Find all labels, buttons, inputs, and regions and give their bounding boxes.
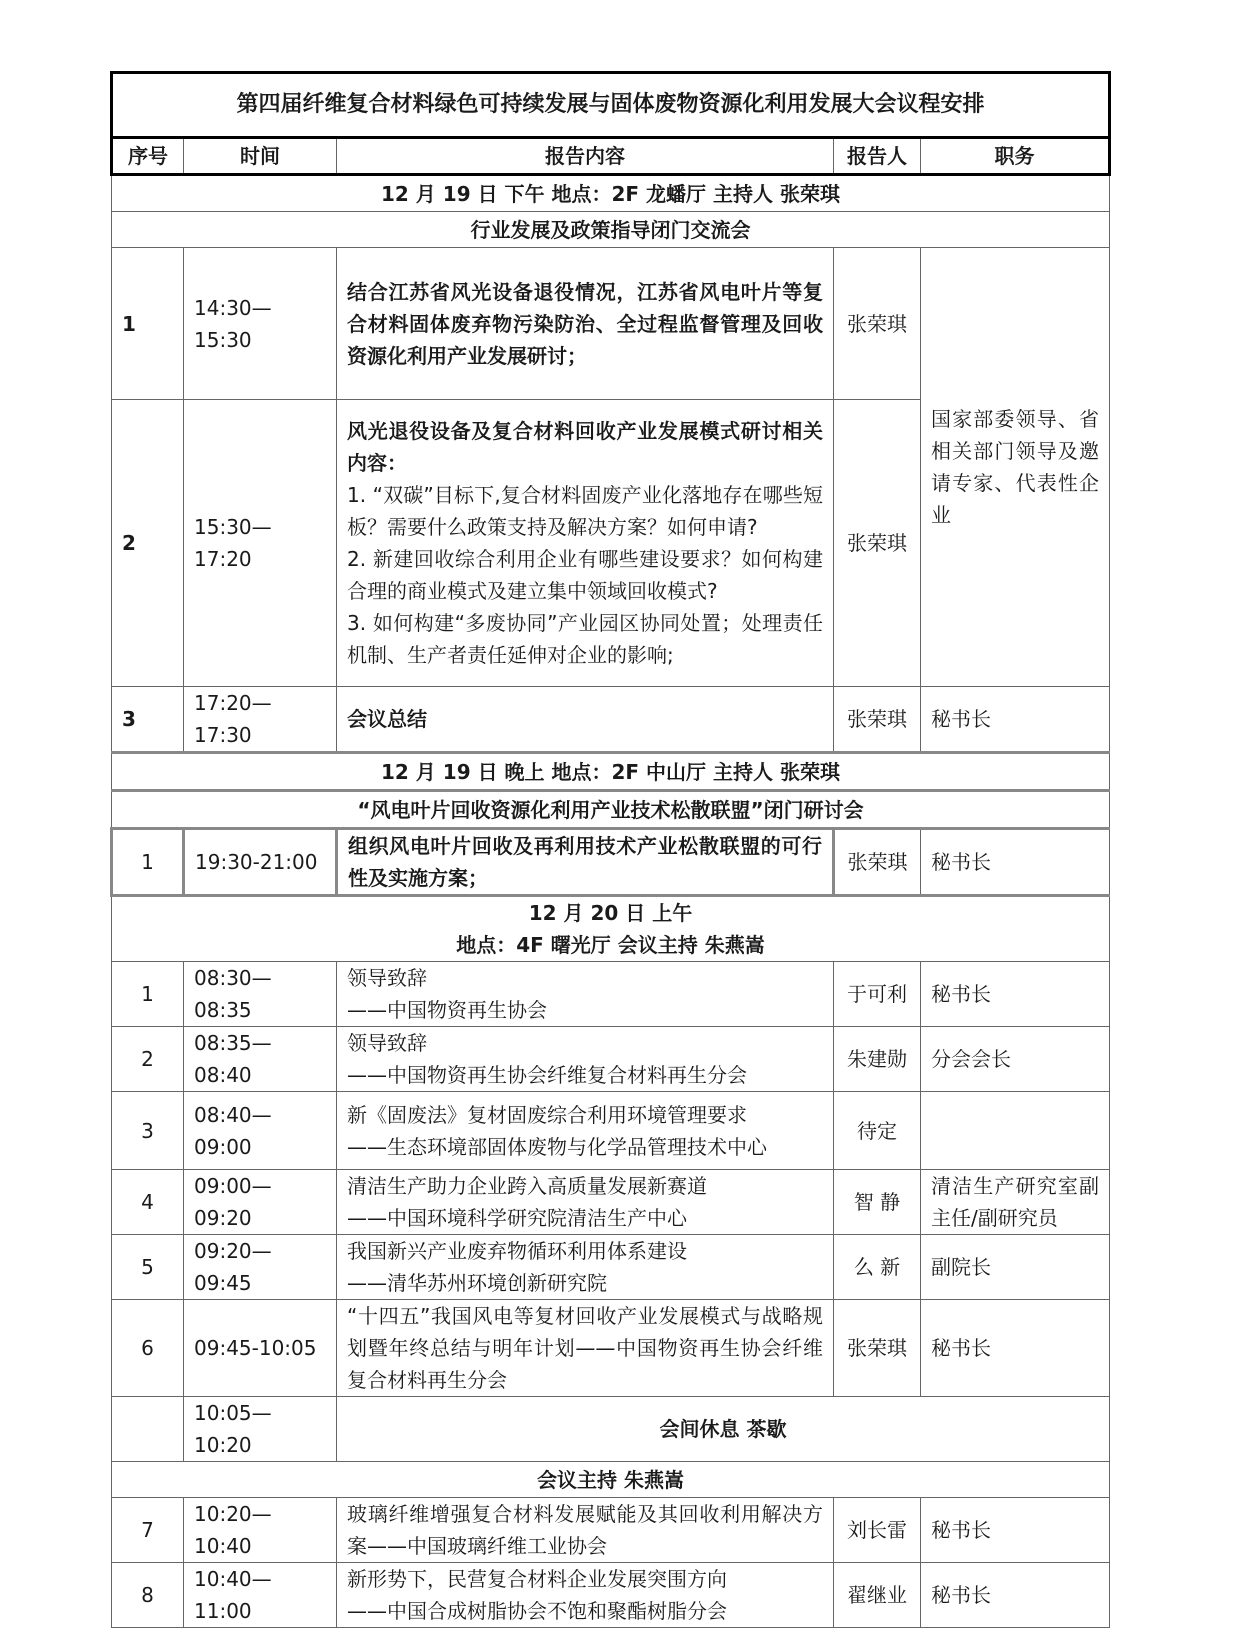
- content-line: ——中国物资再生协会: [347, 998, 547, 1022]
- col-header-content: 报告内容: [337, 138, 834, 175]
- row-time: 09:20—09:45: [184, 1235, 337, 1300]
- table-row: [112, 1092, 1110, 1170]
- row-no: 8: [112, 1563, 184, 1628]
- row-content: 组织风电叶片回收及再利用技术产业松散联盟的可行性及实施方案；: [337, 829, 834, 896]
- row-content: [337, 962, 834, 1027]
- row-no: [112, 1397, 184, 1462]
- row-position: 秘书长: [921, 962, 1110, 1027]
- table-row: [112, 248, 1110, 400]
- row-position: 秘书长: [921, 687, 1110, 753]
- row-content: [337, 1563, 834, 1628]
- row-no: 1: [112, 248, 184, 400]
- section-subtitle: [112, 791, 1110, 829]
- col-header-position: 职务: [921, 138, 1110, 175]
- row-time: 19:30-21:00: [184, 829, 337, 896]
- row-position: 分会会长: [921, 1027, 1110, 1092]
- row-position: 清洁生产研究室副主任/副研究员: [921, 1170, 1110, 1235]
- row-time: 10:05—10:20: [184, 1397, 337, 1462]
- section-banner: [112, 753, 1110, 791]
- table-row: [112, 962, 1110, 1027]
- row-no: 2: [112, 1027, 184, 1092]
- row-time: 15:30—17:20: [184, 400, 337, 687]
- content-line: 领导致辞: [347, 1031, 427, 1055]
- row-speaker: 张荣琪: [834, 1300, 921, 1397]
- row-time: 08:30—08:35: [184, 962, 337, 1027]
- row-time: 10:20—10:40: [184, 1498, 337, 1563]
- section-banner: [112, 896, 1110, 962]
- row-no: 3: [112, 687, 184, 753]
- content-line: ——清华苏州环境创新研究院: [347, 1271, 607, 1295]
- row-no: 7: [112, 1498, 184, 1563]
- row-content: [337, 1092, 834, 1170]
- content-line: 我国新兴产业废弃物循环利用体系建设: [347, 1239, 687, 1263]
- break-row: [112, 1397, 1110, 1462]
- agenda-table: [110, 71, 1111, 1628]
- row-speaker: 待定: [834, 1092, 921, 1170]
- content-line: ——中国合成树脂协会不饱和聚酯树脂分会: [347, 1599, 727, 1623]
- section-banner-text: 12 月 19 日 晚上 地点：2F 中山厅 主持人 张荣琪: [112, 753, 1110, 791]
- row-time: 14:30—15:30: [184, 248, 337, 400]
- table-row: [112, 1027, 1110, 1092]
- row-speaker: 张荣琪: [834, 248, 921, 400]
- table-row: [112, 1235, 1110, 1300]
- row-no: 3: [112, 1092, 184, 1170]
- section-subtitle-text: 行业发展及政策指导闭门交流会: [112, 212, 1110, 248]
- row-content: “十四五”我国风电等复材回收产业发展模式与战略规划暨年终总结与明年计划——中国物资再生协会纤维复合材料再生分会: [337, 1300, 834, 1397]
- row-content: [337, 400, 834, 687]
- row-content: [337, 1170, 834, 1235]
- row-position: 秘书长: [921, 829, 1110, 896]
- content-line: 领导致辞: [347, 966, 427, 990]
- table-row: [112, 1300, 1110, 1397]
- host-text: 会议主持 朱燕嵩: [112, 1462, 1110, 1498]
- row-time: 09:45-10:05: [184, 1300, 337, 1397]
- row-content: [337, 1027, 834, 1092]
- col-header-time: 时间: [184, 138, 337, 175]
- row-position: 秘书长: [921, 1300, 1110, 1397]
- row-no: 6: [112, 1300, 184, 1397]
- table-row: [112, 1498, 1110, 1563]
- row-no: 5: [112, 1235, 184, 1300]
- row-content: 会议总结: [337, 687, 834, 753]
- banner-line: 12 月 20 日 上午: [528, 901, 693, 925]
- header-row: [112, 138, 1110, 175]
- row-content: 结合江苏省风光设备退役情况，江苏省风电叶片等复合材料固体废弃物污染防治、全过程监督管理及回收资源化利用产业发展研讨；: [337, 248, 834, 400]
- row-time: 08:35—08:40: [184, 1027, 337, 1092]
- row-position: [921, 1092, 1110, 1170]
- page-title: 第四届纤维复合材料绿色可持续发展与固体废物资源化利用发展大会议程安排: [112, 73, 1110, 138]
- row-speaker: 朱建勋: [834, 1027, 921, 1092]
- row-time: 09:00—09:20: [184, 1170, 337, 1235]
- content-line: ——中国环境科学研究院清洁生产中心: [347, 1206, 687, 1230]
- section-banner-text: 12 月 19 日 下午 地点：2F 龙蟠厅 主持人 张荣琪: [112, 175, 1110, 212]
- content-line: 新形势下，民营复合材料企业发展突围方向: [347, 1567, 727, 1591]
- section-subtitle: [112, 212, 1110, 248]
- row-no: 1: [112, 962, 184, 1027]
- row-position: 秘书长: [921, 1563, 1110, 1628]
- content-line: 3. 如何构建“多废协同”产业园区协同处置；处理责任机制、生产者责任延伸对企业的影响;: [347, 611, 823, 667]
- row-time: 08:40—09:00: [184, 1092, 337, 1170]
- content-line: ——中国物资再生协会纤维复合材料再生分会: [347, 1063, 747, 1087]
- row-speaker: 张荣琪: [834, 687, 921, 753]
- row-speaker: 张荣琪: [834, 400, 921, 687]
- agenda-document: [110, 71, 1108, 1628]
- row-position: 副院长: [921, 1235, 1110, 1300]
- row-speaker: 张荣琪: [834, 829, 921, 896]
- content-line: ——生态环境部固体废物与化学品管理技术中心: [347, 1134, 767, 1159]
- table-row: [112, 829, 1110, 896]
- row-speaker: 刘长雷: [834, 1498, 921, 1563]
- row-speaker: 么 新: [834, 1235, 921, 1300]
- row-no: 1: [112, 829, 184, 896]
- row-position: 秘书长: [921, 1498, 1110, 1563]
- banner-line: 地点：4F 曙光厅 会议主持 朱燕嵩: [456, 933, 765, 957]
- col-header-speaker: 报告人: [834, 138, 921, 175]
- table-row: [112, 1170, 1110, 1235]
- host-row: [112, 1462, 1110, 1498]
- content-line: 1. “双碳”目标下,复合材料固废产业化落地存在哪些短板？需要什么政策支持及解决方案？如何申请?: [347, 483, 823, 539]
- section-subtitle-text: “风电叶片回收资源化利用产业技术松散联盟”闭门研讨会: [112, 791, 1110, 829]
- row-content: [337, 1235, 834, 1300]
- table-row: [112, 1563, 1110, 1628]
- row-no: 4: [112, 1170, 184, 1235]
- row-speaker: 翟继业: [834, 1563, 921, 1628]
- row-time: 10:40—11:00: [184, 1563, 337, 1628]
- row-speaker: 于可利: [834, 962, 921, 1027]
- row-no: 2: [112, 400, 184, 687]
- row-position-merged: 国家部委领导、省相关部门领导及邀请专家、代表性企业: [921, 248, 1110, 687]
- section-banner-text: [112, 896, 1110, 962]
- content-line: 2. 新建回收综合利用企业有哪些建设要求？如何构建合理的商业模式及建立集中领域回收模式?: [347, 547, 823, 603]
- row-content: 玻璃纤维增强复合材料发展赋能及其回收利用解决方案——中国玻璃纤维工业协会: [337, 1498, 834, 1563]
- break-label: 会间休息 茶歇: [337, 1397, 1110, 1462]
- row-time: 17:20—17:30: [184, 687, 337, 753]
- row-speaker: 智 静: [834, 1170, 921, 1235]
- content-line: 清洁生产助力企业跨入高质量发展新赛道: [347, 1174, 707, 1198]
- content-title: 风光退役设备及复合材料回收产业发展模式研讨相关内容：: [347, 419, 823, 475]
- col-header-no: 序号: [112, 138, 184, 175]
- section-banner: [112, 175, 1110, 212]
- content-line: 新《固废法》复材固废综合利用环境管理要求: [347, 1102, 747, 1127]
- table-row: [112, 687, 1110, 753]
